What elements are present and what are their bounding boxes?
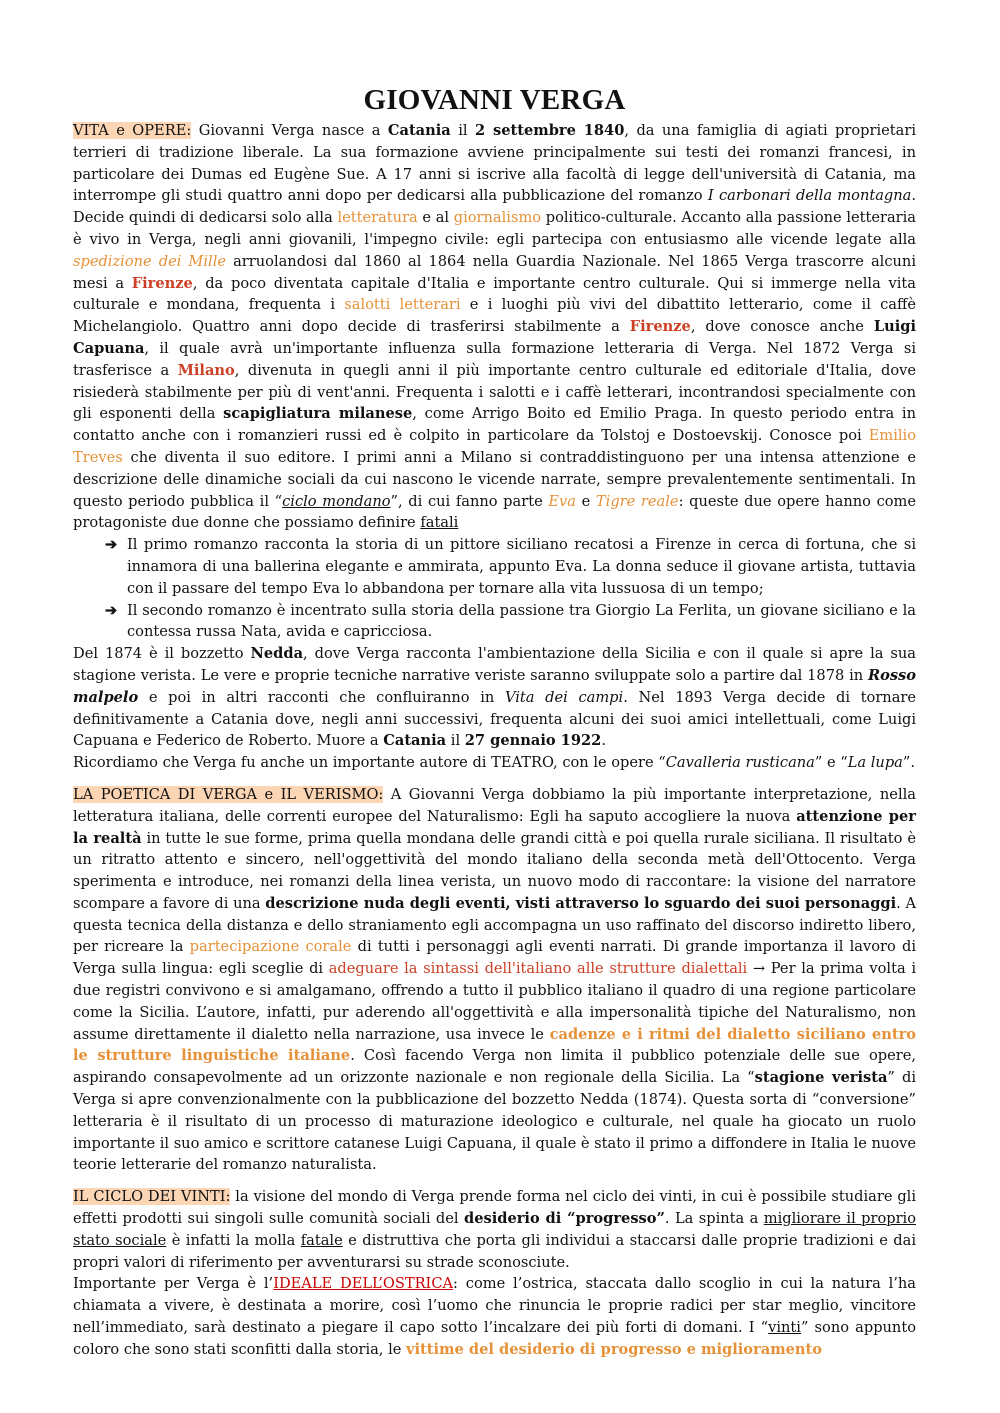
underline-vinti: vinti bbox=[768, 1319, 801, 1337]
bold-nedda: Nedda bbox=[250, 645, 304, 663]
paragraph-vita-opere: VITA e OPERE: Giovanni Verga nasce a Catania il 2 settembre 1840, da una famiglia di agiati proprietari terrieri di tradizione liberale. La sua formazione avviene principalmente sui testi dei romanzi francesi, in particolare dei Dumas ed Eugène Sue. A 17 anni si iscrive alla facoltà di legge dell'università di Catania, ma interrompe gli studi quattro anni dopo per dedicarsi alla pubblicazione del romanzo I carbonari della montagna. Decide quindi di dedicarsi solo alla letteratura e al giornalismo politico-culturale. Accanto alla passione letteraria è vivo in Verga, negli anni giovanili, l'impegno civile: egli partecipa con entusiasmo alle vicende legate alla spedizione dei Mille arruolandosi dal 1860 al 1864 nella Guardia Nazionale. Nel 1865 Verga trascorre alcuni mesi a Firenze, da poco diventata capitale d'Italia e importante centro culturale. Qui si immerge nella vita culturale e mondana, frequenta i salotti letterari e i luoghi più vivi del dibattito letterario, come il caffè Michelangiolo. Quattro anni dopo decide di trasferirsi stabilmente a Firenze, dove conosce anche Luigi Capuana, il quale avrà un'importante influenza sulla formazione letteraria di Verga. Nel 1872 Verga si trasferisce a Milano, divenuta in quegli anni il più importante centro culturale ed editoriale d'Italia, dove risiederà stabilmente per più di vent'anni. Frequenta i salotti e i caffè letterari, incontrandosi specialmente con gli esponenti della scapigliatura milanese, come Arrigo Boito ed Emilio Praga. In questo periodo entra in contatto anche con i romanzieri russi ed è colpito in particolare da Tolstoj e Dostoevskij. Conosce poi Emilio Treves che diventa il suo editore. I primi anni a Milano si contraddistinguono per una intensa attenzione e descrizione delle dinamiche sociali da cui nascono le vicende narrate, sempre prevalentemente sentimentali. In questo periodo pubblica il “ciclo mondano”, di cui fanno parte Eva e Tigre reale: queste due opere hanno come protagoniste due donne che possiamo definire fatali bbox=[73, 122, 917, 532]
paragraph-ciclo-vinti: IL CICLO DEI VINTI: la visione del mondo di Verga prende forma nel ciclo dei vinti, in cui è possibile studiare gli effetti prodotti sui singoli sulle comunità sociali del desiderio di “progresso”. La spinta a migliorare il proprio stato sociale è infatti la molla fatale e distruttiva che porta gli individui a staccarsi dalle proprie tradizioni e dai propri valori di riferimento per avventurarsi su strade sconosciute. bbox=[73, 1188, 917, 1271]
highlight-giornalismo: giornalismo bbox=[453, 209, 542, 227]
paragraph-poetica: LA POETICA DI VERGA e IL VERISMO: A Giovanni Verga dobbiamo la più importante interpretazione, nella letteratura italiana, delle correnti europee del Naturalismo: Egli ha saputo accogliere la nuova attenzione per la realtà in tutte le sue forme, prima quella mondana delle grandi città e poi quella rurale siciliana. Il risultato è un ritratto attento e sincero, nell'oggettività del mondo italiano della seconda metà dell'Ottocento. Verga sperimenta e introduce, nei romanzi della linea verista, un nuovo modo di raccontare: la visione del narratore scompare a favore di una descrizione nuda degli eventi, visti attraverso lo sguardo dei suoi personaggi. A questa tecnica della distanza e dello straniamento egli accompagna un uso raffinato del discorso indiretto libero, per ricreare la partecipazione corale di tutti i personaggi agli eventi narrati. Di grande importanza il lavoro di Verga sulla lingua: egli sceglie di adeguare la sintassi dell'italiano alle strutture dialettali → Per la prima volta i due registri convivono e si amalgamano, offrendo a tutto il pubblico italiano il quadro di una regione particolare come la Sicilia. L’autore, infatti, pur aderendo all'oggettività e alla impersonalità tipiche del Naturalismo, non assume direttamente il dialetto nella narrazione, usa invece le cadenze e i ritmi del dialetto siciliano entro le strutture linguistiche italiane. Così facendo Verga non limita il pubblico potenziale delle sue opere, aspirando consapevolmente ad un orizzonte nazionale e non regionale della Sicilia. La “stagione verista” di Verga si apre convenzionalmente con la pubblicazione del bozzetto Nedda (1874). Questa sorta di “conversione” letteraria è il risultato di un processo di maturazione ideologico e culturale, nel quale ha giocato un ruolo importante il suo amico e scrittore catanese Luigi Capuana, il quale è stato il primo a diffondere in Italia le nuove teorie letterarie del romanzo naturalista. bbox=[73, 785, 917, 1174]
highlight-tigre-reale: Tigre reale bbox=[595, 492, 679, 510]
highlight-firenze: Firenze bbox=[131, 274, 193, 292]
highlight-cadenze: cadenze e i ritmi del dialetto siciliano entro le strutture linguistiche italiane bbox=[73, 1025, 916, 1065]
paragraph-nedda: Del 1874 è il bozzetto Nedda, dove Verga racconta l'ambientazione della Sicilia e con il quale si apre la sua stagione verista. Le vere e proprie tecniche narrative veriste saranno sviluppate solo a partire dal 1878 in Rosso malpelo e poi in altri racconti che confluiranno in Vita dei campi. Nel 1893 Verga decide di tornare definitivamente a Catania dove, negli anni successivi, frequenta alcuni dei suoi amici intellettuali, come Luigi Capuana e Federico de Roberto. Muore a Catania il 27 gennaio 1922. bbox=[73, 645, 917, 750]
bold-birth-date: 2 settembre 1840 bbox=[474, 122, 625, 139]
highlight-milano: Milano bbox=[177, 361, 235, 379]
bold-catania: Catania bbox=[387, 122, 451, 139]
italic-cavalleria: Cavalleria rusticana bbox=[665, 754, 815, 772]
section-label-vita-opere: VITA e OPERE: bbox=[73, 122, 192, 139]
highlight-eva: Eva bbox=[548, 492, 576, 510]
highlight-salotti: salotti letterari bbox=[344, 296, 461, 314]
italic-carbonari: I carbonari della montagna bbox=[707, 187, 912, 205]
list-item: ➔ Il primo romanzo racconta la storia di un pittore siciliano recatosi a Firenze in cerca di fortuna, che si innamora di una ballerina elegante e ammirata, appunto Eva. La donna seduce il giovane artista, tuttavia con il passare del tempo Eva lo abbandona per tornare alla vita lussuosa di un tempo; bbox=[105, 536, 916, 597]
section-label-poetica: LA POETICA DI VERGA e IL VERISMO: bbox=[73, 785, 384, 803]
paragraph-teatro: Ricordiamo che Verga fu anche un importante autore di TEATRO, con le opere “Cavalleria rusticana” e “La lupa”. bbox=[73, 754, 915, 772]
highlight-vittime: vittime del desiderio di progresso e miglioramento bbox=[406, 1340, 823, 1358]
underline-migliorare: migliorare il proprio stato sociale bbox=[73, 1210, 917, 1249]
bold-descrizione-nuda: descrizione nuda degli eventi, visti attraverso lo sguardo dei suoi personaggi bbox=[265, 894, 897, 912]
bold-death-date: 27 gennaio 1922 bbox=[464, 732, 602, 750]
underline-fatali: fatali bbox=[420, 514, 459, 532]
underline-ciclo-mondano: ciclo mondano bbox=[282, 492, 391, 510]
highlight-treves: Emilio Treves bbox=[73, 427, 916, 466]
highlight-sintassi: adeguare la sintassi dell'italiano alle strutture dialettali bbox=[328, 960, 748, 978]
page-title: GIOVANNI VERGA bbox=[363, 84, 626, 116]
highlight-spedizione-mille: spedizione dei Mille bbox=[73, 252, 227, 270]
highlight-letteratura: letteratura bbox=[337, 209, 418, 227]
arrow-right-icon: ➔ bbox=[105, 601, 118, 619]
bold-stagione-verista: stagione verista bbox=[754, 1069, 888, 1087]
bold-attenzione-realta: attenzione per la realtà bbox=[73, 807, 916, 847]
italic-rosso-malpelo: Rosso malpelo bbox=[73, 666, 916, 706]
arrow-right-icon: ➔ bbox=[105, 536, 118, 554]
section-label-ciclo-vinti: IL CICLO DEI VINTI: bbox=[73, 1188, 231, 1206]
underline-ideale-ostrica: IDEALE DELL’OSTRICA bbox=[273, 1275, 454, 1293]
list-item: ➔ Il secondo romanzo è incentrato sulla storia della passione tra Giorgio La Ferlita, un giovane siciliano e la contessa russa Nata, avida e capricciosa. bbox=[105, 601, 916, 641]
novels-list bbox=[73, 534, 916, 643]
italic-vita-dei-campi: Vita dei campi bbox=[504, 688, 624, 706]
highlight-partecipazione-corale: partecipazione corale bbox=[189, 938, 352, 956]
highlight-firenze-2: Firenze bbox=[629, 318, 691, 336]
italic-la-lupa: La lupa bbox=[847, 754, 903, 772]
bold-capuana: Luigi Capuana bbox=[73, 318, 916, 357]
bold-desiderio-progresso: desiderio di “progresso” bbox=[463, 1210, 665, 1228]
paragraph-ideale-ostrica: Importante per Verga è l’IDEALE DELL’OSTRICA: come l’ostrica, staccata dallo scoglio in cui la natura l’ha chiamata a vivere, è destinata a morire, così l’uomo che rinuncia le proprie radici per star meglio, vincitore nell’immediato, sarà destinato a piegare il capo sotto l’incalzare dei più forti di domani. I “vinti” sono appunto coloro che sono stati sconfitti dalla storia, le vittime del desiderio di progresso e miglioramento bbox=[73, 1275, 917, 1358]
underline-fatale: fatale bbox=[300, 1231, 343, 1249]
bold-catania-2: Catania bbox=[383, 732, 447, 750]
bold-scapigliatura: scapigliatura milanese bbox=[223, 405, 413, 423]
